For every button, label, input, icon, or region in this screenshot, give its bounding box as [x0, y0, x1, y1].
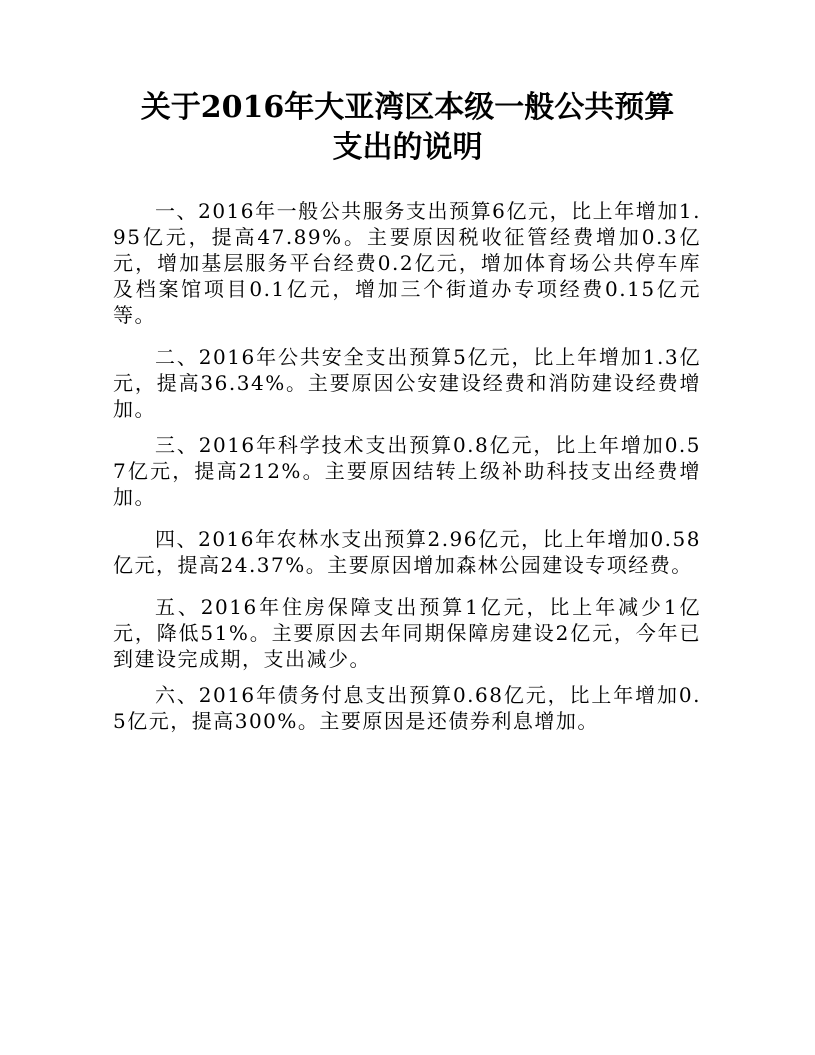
title-line-1: 关于2016年大亚湾区本级一般公共预算	[140, 90, 675, 125]
document-body	[113, 198, 701, 750]
paragraph-agriculture-forestry-water: 四、2016年农林水支出预算2.96亿元，比上年增加0.58亿元，提高24.37%。主要原因增加森林公园建设专项经费。	[113, 527, 701, 577]
title-line-2: 支出的说明	[332, 130, 483, 165]
paragraph-science-technology: 三、2016年科学技术支出预算0.8亿元，比上年增加0.57亿元，提高212%。主要原因结转上级补助科技支出经费增加。	[113, 433, 701, 509]
paragraph-debt-interest: 六、2016年债务付息支出预算0.68亿元，比上年增加0.5亿元，提高300%。主要原因是还债券利息增加。	[113, 683, 701, 733]
paragraph-general-public-services: 一、2016年一般公共服务支出预算6亿元，比上年增加1.95亿元，提高47.89%。主要原因税收征管经费增加0.3亿元，增加基层服务平台经费0.2亿元，增加体育场公共停车库及档案馆项目0.1亿元，增加三个街道办专项经费0.15亿元等。	[113, 199, 701, 327]
paragraph-housing-security: 五、2016年住房保障支出预算1亿元，比上年减少1亿元，降低51%。主要原因去年同期保障房建设2亿元，今年已到建设完成期，支出减少。	[113, 595, 701, 671]
paragraph-public-security: 二、2016年公共安全支出预算5亿元，比上年增加1.3亿元，提高36.34%。主要原因公安建设经费和消防建设经费增加。	[113, 345, 701, 421]
document-title	[0, 88, 815, 168]
